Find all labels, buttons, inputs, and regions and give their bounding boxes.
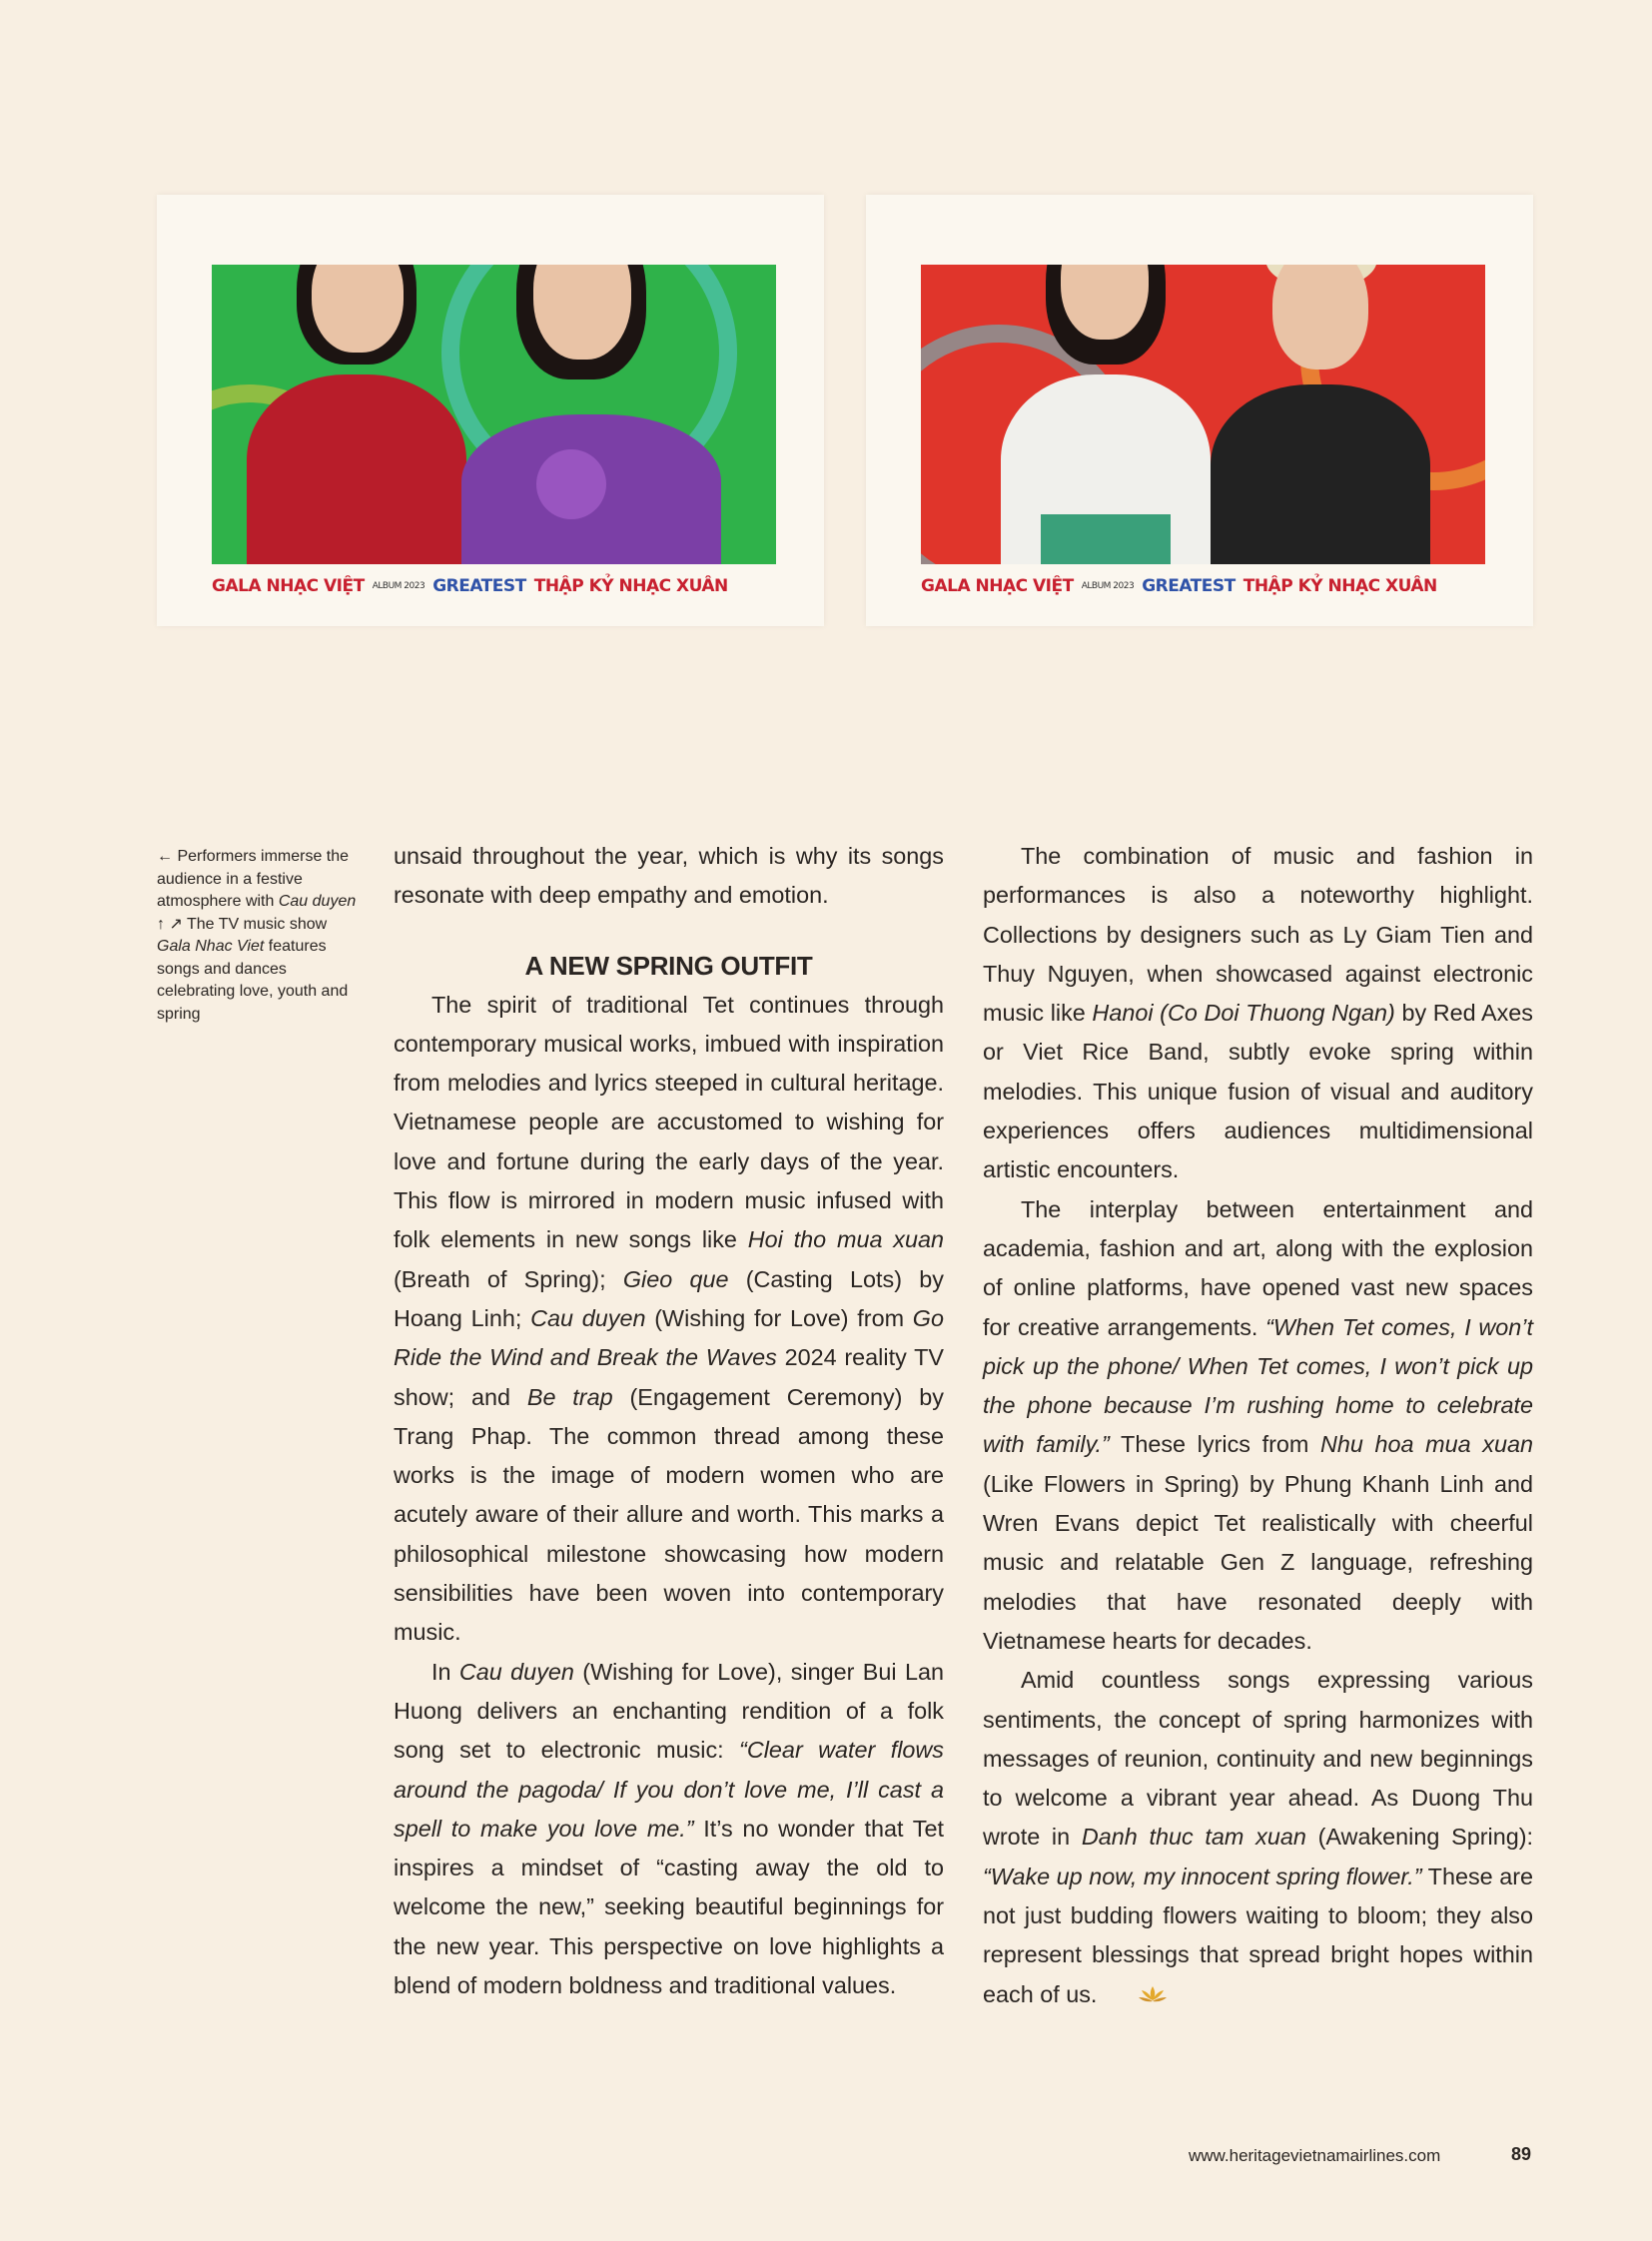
article-column-2 <box>983 837 1533 2015</box>
poster-image <box>212 265 776 564</box>
banner-album: ALBUM 2023 <box>1081 581 1135 591</box>
photo-caption <box>157 846 357 1026</box>
banner-greatest: GREATEST <box>432 576 526 596</box>
banner-subtitle: THẬP KỶ NHẠC XUÂN <box>1242 576 1437 596</box>
banner-subtitle: THẬP KỶ NHẠC XUÂN <box>533 576 728 596</box>
caption-line-1: ← Performers immerse the audience in a festive atmosphere with <box>157 848 350 910</box>
poster-image <box>921 265 1485 564</box>
photo-performers-right <box>866 195 1533 626</box>
article-column-1 <box>394 837 944 2005</box>
performer-figure <box>1211 384 1430 564</box>
show-banner <box>212 572 776 600</box>
section-heading: A NEW SPRING OUTFIT <box>524 950 813 981</box>
page-number: 89 <box>1511 2144 1532 2164</box>
caption-line-1-title: Cau duyen <box>278 893 357 910</box>
caption-line-2-title: Gala Nhac Viet <box>157 938 265 955</box>
banner-album: ALBUM 2023 <box>372 581 425 591</box>
photo-performers-left <box>157 195 824 626</box>
ethnic-skirt <box>1041 514 1171 564</box>
banner-greatest: GREATEST <box>1142 576 1236 596</box>
show-banner <box>921 572 1485 600</box>
caption-line-2-rest: features songs and dances celebrating love, youth and spring <box>157 938 349 1023</box>
paragraph: In Cau duyen (Wishing for Love), singer Bui Lan Huong delivers an enchanting rendition of a folk song set to electronic music: “Clear water flows around the pagoda/ If you don’t love me, I’ll cast a spell to make you love me.” It’s no wonder that Tet inspires a mindset of “casting away the old to welcome the new,” seeking beautiful beginnings for the new year. This perspective on love highlights a blend of modern boldness and traditional values. <box>394 1658 944 1999</box>
performer-face <box>1272 265 1368 370</box>
lotus-end-icon <box>1101 1976 1167 2015</box>
paragraph: unsaid throughout the year, which is why its songs resonate with deep empathy and emotion. <box>394 843 944 909</box>
performer-figure <box>247 374 466 564</box>
footer-url: www.heritagevietnamairlines.com <box>1189 2146 1441 2165</box>
rose-detail <box>536 449 606 519</box>
paragraph: The spirit of traditional Tet continues through contemporary musical works, imbued with inspiration from melodies and lyrics steeped in cultural heritage. Vietnamese people are accustomed to wishing for love and fortune during the early days of the year. This flow is mirrored in modern music infused with folk elements in new songs like Hoi tho mua xuan (Breath of Spring); Gieo que (Casting Lots) by Hoang Linh; Cau duyen (Wishing for Love) from Go Ride the Wind and Break the Waves 2024 reality TV show; and Be trap (Engagement Ceremony) by Trang Phap. The common thread among these works is the image of modern women who are acutely aware of their allure and worth. This marks a philosophical milestone showcasing how modern sensibilities have been woven into contemporary music. <box>394 991 945 1646</box>
paragraph: Amid countless songs expressing various sentiments, the concept of spring harmonizes with messages of reunion, continuity and new beginnings to welcome a vibrant year ahead. As Duong Thu wrote in Danh thuc tam xuan (Awakening Spring): “Wake up now, my innocent spring flower.” These are not just budding flowers waiting to bloom; they also represent blessings that spread bright hopes within each of us. <box>983 1661 1533 2015</box>
banner-title: GALA NHẠC VIỆT <box>921 576 1074 596</box>
paragraph: The combination of music and fashion in performances is also a noteworthy highlight. Collections by designers such as Ly Giam Tien and Thuy Nguyen, when showcased against electronic music like Hanoi (Co Doi Thuong Ngan) by Red Axes or Viet Rice Band, subtly evoke spring within melodies. This unique fusion of visual and auditory experiences offers audiences multidimensional artistic encounters. <box>983 843 1533 1183</box>
paragraph: The interplay between entertainment and academia, fashion and art, along with the explosion of online platforms, have opened vast new spaces for creative arrangements. “When Tet comes, I won’t pick up the phone/ When Tet comes, I won’t pick up the phone because I’m rushing home to celebrate with family.” These lyrics from Nhu hoa mua xuan (Like Flowers in Spring) by Phung Khanh Linh and Wren Evans depict Tet realistically with cheerful music and relatable Gen Z language, refreshing melodies that have resonated deeply with Vietnamese hearts for decades. <box>983 1195 1534 1654</box>
caption-line-2: ↑ ↗ The TV music show <box>157 915 328 933</box>
banner-title: GALA NHẠC VIỆT <box>212 576 365 596</box>
